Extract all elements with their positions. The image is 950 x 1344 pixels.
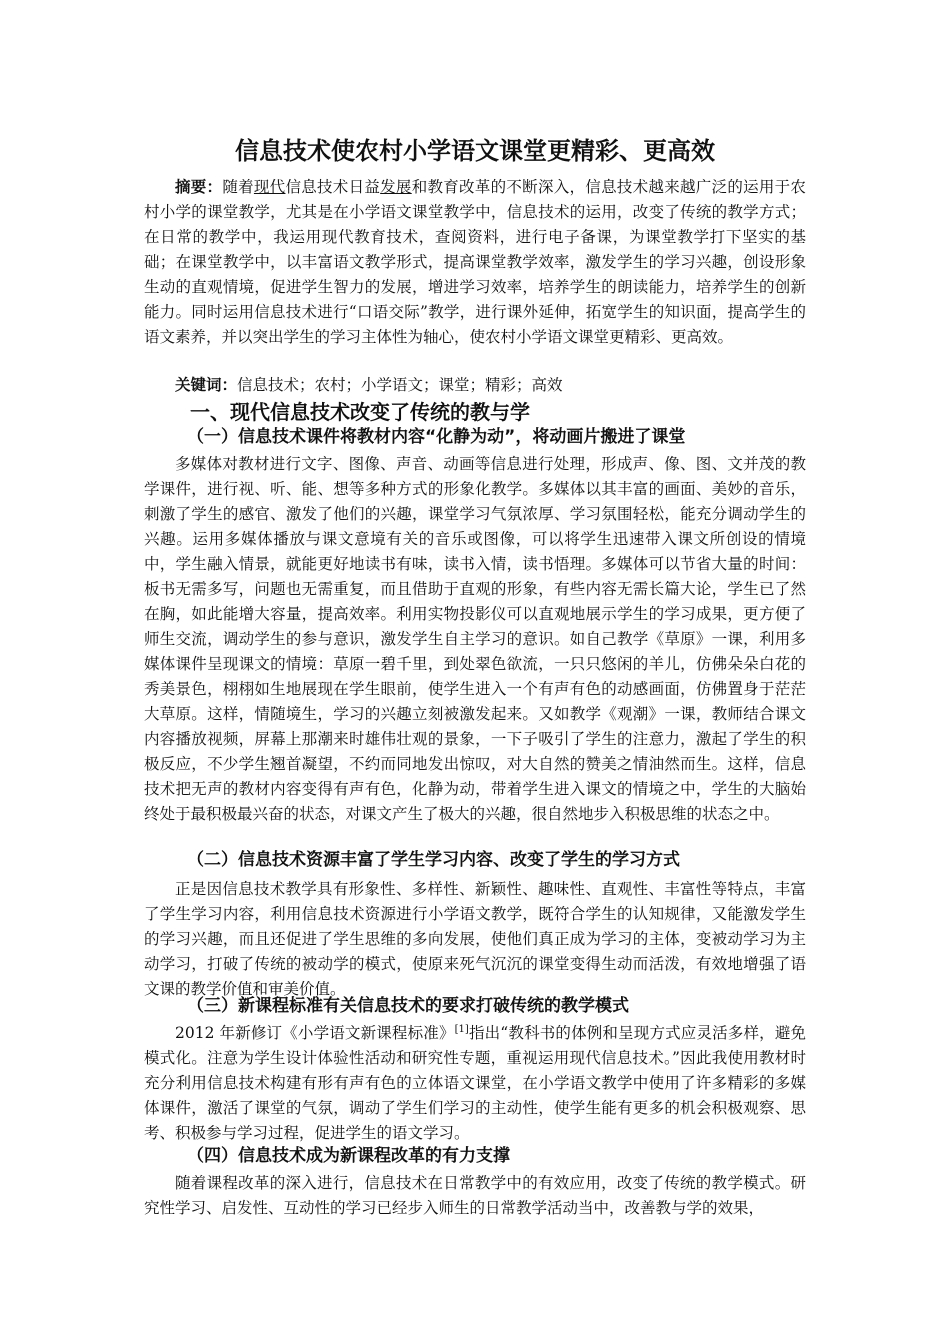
subsection-heading-4: （四）信息技术成为新课程改革的有力支撑 — [187, 1146, 510, 1166]
subsection-1-body — [144, 452, 806, 827]
keywords-label: 关键词： — [175, 376, 238, 394]
keywords-paragraph — [144, 373, 806, 398]
subsection-4-text: 随着课程改革的深入进行，信息技术在日常教学中的有效应用，改变了传统的教学模式。研究性学习、启发性、互动性的学习已经步入师生的日常教学活动当中，改善教与学的效果， — [144, 1174, 806, 1217]
subsection-3-body — [144, 1021, 806, 1146]
citation-ref: [1] — [454, 1023, 469, 1035]
abstract-label: 摘要： — [175, 178, 223, 196]
subsection-3-text-a: 2012 年新修订《小学语文新课程标准》 — [175, 1024, 455, 1042]
abstract-paragraph — [144, 175, 806, 350]
subsection-heading-3: （三）新课程标准有关信息技术的要求打破传统的教学模式 — [187, 996, 629, 1016]
document-title: 信息技术使农村小学语文课堂更精彩、更高效 — [235, 137, 715, 165]
subsection-2-body — [144, 877, 806, 1002]
abstract-text-a: 随着 — [222, 178, 254, 196]
subsection-2-text: 正是因信息技术教学具有形象性、多样性、新颖性、趣味性、直观性、丰富性等特点，丰富了学生学习内容，利用信息技术资源进行小学语文教学，既符合学生的认知规律，又能激发学生的学习兴趣，而且还促进了学生思维的多向发展，使他们真正成为学习的主体，变被动学习为主动学习，打破了传统的被动学的模式，使原来死气沉沉的课堂变得生动而活泼，有效地增强了语文课的教学价值和审美价值。 — [144, 880, 806, 998]
section-heading-1: 一、现代信息技术改变了传统的教与学 — [190, 400, 530, 424]
subsection-4-body — [144, 1171, 806, 1221]
abstract-underlined-word-2: 发展 — [380, 178, 412, 196]
subsection-1-text: 多媒体对教材进行文字、图像、声音、动画等信息进行处理，形成声、像、图、文并茂的教学课件，进行视、听、能、想等多种方式的形象化教学。多媒体以其丰富的画面、美妙的音乐，刺激了学生的感官、激发了他们的兴趣，课堂学习气氛浓厚、学习氛围轻松，能充分调动学生的兴趣。运用多媒体播放与课文意境有关的音乐或图像，可以将学生迅速带入课文所创设的情境中，学生融入情景，就能更好地读书有味，读书入情，读书悟理。多媒体可以节省大量的时间：板书无需多写，问题也无需重复，而且借助于直观的形象，有些内容无需长篇大论，学生已了然在胸，如此能增大容量，提高效率。利用实物投影仪可以直观地展示学生的学习成果，更方便了师生交流，调动学生的参与意识，激发学生自主学习的意识。如自己教学《草原》一课，利用多媒体课件呈现课文的情境：草原一碧千里，到处翠色欲流，一只只悠闲的羊儿，仿佛朵朵白花的秀美景色，栩栩如生地展现在学生眼前，使学生进入一个有声有色的动感画面，仿佛置身于茫茫大草原。这样，情随境生，学习的兴趣立刻被激发起来。又如教学《观潮》一课，教师结合课文内容播放视频，屏幕上那潮来时雄伟壮观的景象，一下子吸引了学生的注意力，激起了学生的积极反应，不少学生翘首凝望，不约而同地发出惊叹，对大自然的赞美之情油然而生。这样，信息技术把无声的教材内容变得有声有色，化静为动，带着学生进入课文的情境之中，学生的大脑始终处于最积极最兴奋的状态，对课文产生了极大的兴趣，很自然地步入积极思维的状态之中。 — [144, 455, 806, 823]
subsection-heading-1: （一）信息技术课件将教材内容“化静为动”，将动画片搬进了课堂 — [187, 427, 686, 447]
subsection-heading-2: （二）信息技术资源丰富了学生学习内容、改变了学生的学习方式 — [187, 850, 680, 870]
abstract-underlined-word-1: 现代 — [253, 178, 286, 196]
abstract-text-e: 和教育改革的不断深入，信息技术越来越广泛的运用于农村小学的课堂教学，尤其是在小学语文课堂教学中，信息技术的运用，改变了传统的教学方式；在日常的教学中，我运用现代教育技术，查阅资料，进行电子备课，为课堂教学打下坚实的基础；在课堂教学中，以丰富语文教学形式，提高课堂教学效率，激发学生的学习兴趣，创设形象生动的直观情境，促进学生智力的发展，增进学习效率，培养学生的朗读能力，培养学生的创新能力。同时运用信息技术进行“口语交际”教学，进行课外延伸，拓宽学生的知识面，提高学生的语文素养，并以突出学生的学习主体性为轴心，使农村小学语文课堂更精彩、更高效。 — [144, 178, 806, 346]
abstract-text-c: 信息技术日益 — [285, 178, 381, 196]
keywords-text: 信息技术；农村；小学语文；课堂；精彩；高效 — [237, 376, 563, 394]
subsection-3-text-b: 指出“教科书的体例和呈现方式应灵活多样，避免模式化。注意为学生设计体验性活动和研究性专题，重视运用现代信息技术。”因此我使用教材时充分利用信息技术构建有形有声有色的立体语文课堂，在小学语文教学中使用了许多精彩的多媒体课件，激活了课堂的气氛，调动了学生们学习的主动性，使学生能有更多的机会积极观察、思考、积极参与学习过程，促进学生的语文学习。 — [144, 1024, 806, 1142]
